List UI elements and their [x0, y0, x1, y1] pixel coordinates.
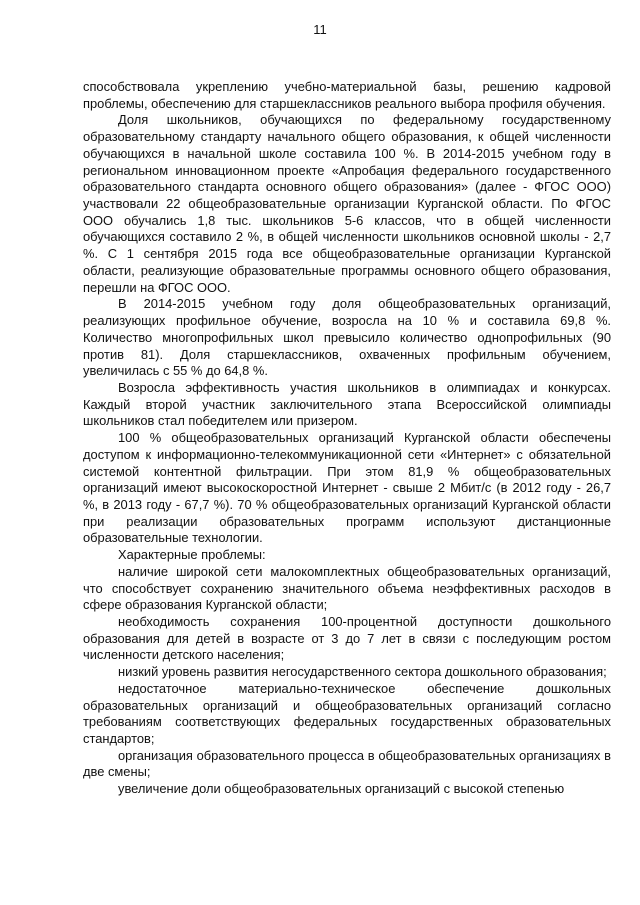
- paragraph-fgos-noo: Доля школьников, обучающихся по федеральному государственному образовательному стандарту начального общего образования, к общей численности обучающихся в начальной школе составила 100 %. В 2014-2015 учебном году в региональном инновационном проекте «Апробация федерального государственного образовательного стандарта основного общего образования» (далее - ФГОС ООО) участвовали 22 общеобразовательные организации Курганской области. По ФГОС ООО обучались 1,8 тыс. школьников 5-6 классов, что в общей численности обучающихся составило 2 %, в общей численности школьников основной школы - 2,7 %. С 1 сентября 2015 года все общеобразовательные организации Курганской области, реализующие образовательные программы основного общего образования, перешли на ФГОС ООО.: [83, 112, 611, 295]
- document-body: [83, 79, 611, 798]
- paragraph-profile-education: В 2014-2015 учебном году доля общеобразовательных организаций, реализующих профильное обучение, возросла на 10 % и составила 69,8 %. Количество многопрофильных школ превысило количество однопрофильных (90 против 81). Доля старшеклассников, охваченных профильным обучением, увеличилась с 55 % до 64,8 %.: [83, 296, 611, 379]
- paragraph-continuation: способствовала укреплению учебно-материальной базы, решению кадровой проблемы, обеспечению для старшеклассников реального выбора профиля обучения.: [83, 79, 611, 111]
- problem-item: недостаточное материально-техническое обеспечение дошкольных образовательных организаций и общеобразовательных организаций согласно требованиям соответствующих федеральных государственных образовательных стандартов;: [83, 680, 611, 747]
- problem-item: наличие широкой сети малокомплектных общеобразовательных организаций, что способствует сохранению значительного объема неэффективных расходов в сфере образования Курганской области;: [83, 563, 611, 613]
- problem-item: низкий уровень развития негосударственного сектора дошкольного образования;: [118, 664, 607, 680]
- problems-heading: Характерные проблемы:: [118, 547, 266, 563]
- paragraph-internet-access: 100 % общеобразовательных организаций Курганской области обеспечены доступом к информационно-телекоммуникационной сети «Интернет» с обязательной системой контентной фильтрации. При этом 81,9 % общеобразовательных организаций имеют высокоскоростной Интернет - свыше 2 Мбит/с (в 2012 году - 26,7 %, в 2013 году - 67,7 %). 70 % общеобразовательных организаций Курганской области при реализации образовательных программ используют дистанционные образовательные технологии.: [83, 430, 611, 546]
- paragraph-olympiads: Возросла эффективность участия школьников в олимпиадах и конкурсах. Каждый второй участник заключительного этапа Всероссийской олимпиады школьников стал победителем или призером.: [83, 379, 611, 429]
- problem-item: необходимость сохранения 100-процентной доступности дошкольного образования для детей в возрасте от 3 до 7 лет в связи с последующим ростом численности детского населения;: [83, 614, 611, 663]
- problem-item: увеличение доли общеобразовательных организаций с высокой степенью: [118, 781, 565, 797]
- problem-item: организация образовательного процесса в общеобразовательных организациях в две смены;: [83, 747, 611, 780]
- page-number: 11: [313, 22, 327, 37]
